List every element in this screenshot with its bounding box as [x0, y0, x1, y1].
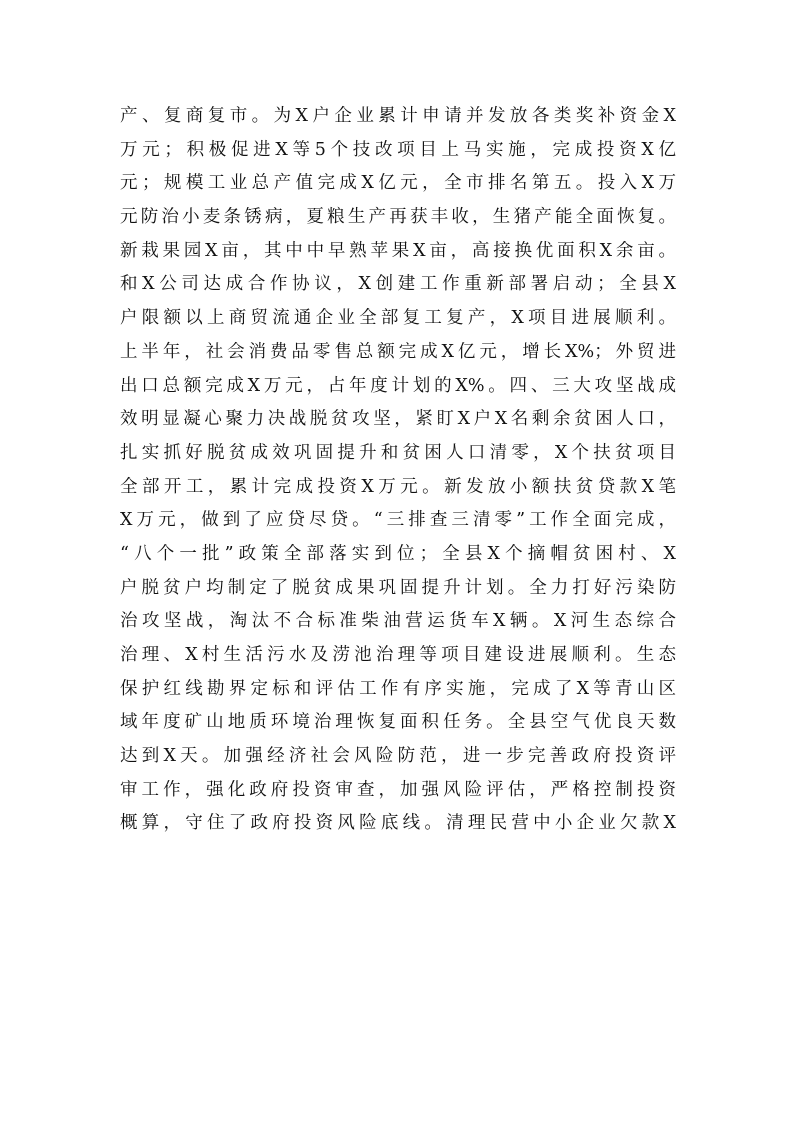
text-line: 治攻坚战，淘汰不合标准柴油营运货车X辆。X河生态综合	[120, 611, 676, 632]
text-line: 新栽果园X亩，其中中早熟苹果X亩，高接换优面积X余亩。	[120, 240, 676, 261]
text-line: 户脱贫户均制定了脱贫成果巩固提升计划。全力打好污染防	[120, 577, 676, 598]
text-line: 审工作，强化政府投资审查，加强风险评估，严格控制投资	[120, 779, 676, 800]
text-line: 万元；积极促进X等5个技改项目上马实施，完成投资X亿	[120, 139, 676, 160]
text-line: 出口总额完成X万元，占年度计划的X%。四、三大攻坚战成	[120, 375, 676, 396]
text-line: 域年度矿山地质环境治理恢复面积任务。全县空气优良天数	[120, 712, 676, 733]
text-line: 治理、X村生活污水及涝池治理等项目建设进展顺利。生态	[120, 645, 676, 665]
text-line: 产、复商复市。为X户企业累计申请并发放各类奖补资金X	[120, 106, 676, 126]
text-line: 全部开工，累计完成投资X万元。新发放小额扶贫贷款X笔	[120, 476, 676, 497]
text-line: 元；规模工业总产值完成X亿元，全市排名第五。投入X万	[120, 173, 676, 194]
text-line: 上半年，社会消费品零售总额完成X亿元，增长X%；外贸进	[120, 341, 676, 362]
text-line: 户限额以上商贸流通企业全部复工复产，X项目进展顺利。	[120, 308, 676, 329]
text-line: 和X公司达成合作协议，X创建工作重新部署启动；全县X	[120, 274, 676, 295]
text-line: 扎实抓好脱贫成效巩固提升和贫困人口清零，X个扶贫项目	[120, 442, 676, 463]
text-line: 概算，守住了政府投资风险底线。清理民营中小企业欠款X	[120, 813, 676, 834]
text-line: “八个一批”政策全部落实到位；全县X个摘帽贫困村、X	[120, 543, 676, 564]
text-line: 元防治小麦条锈病，夏粮生产再获丰收，生猪产能全面恢复。	[120, 207, 676, 228]
text-line: 保护红线勘界定标和评估工作有序实施，完成了X等青山区	[120, 678, 676, 699]
text-line: 效明显凝心聚力决战脱贫攻坚，紧盯X户X名剩余贫困人口，	[120, 409, 676, 430]
text-line: 达到X天。加强经济社会风险防范，进一步完善政府投资评	[120, 746, 676, 767]
body-paragraph	[120, 100, 676, 841]
text-line: X万元，做到了应贷尽贷。“三排查三清零”工作全面完成，	[120, 510, 676, 531]
